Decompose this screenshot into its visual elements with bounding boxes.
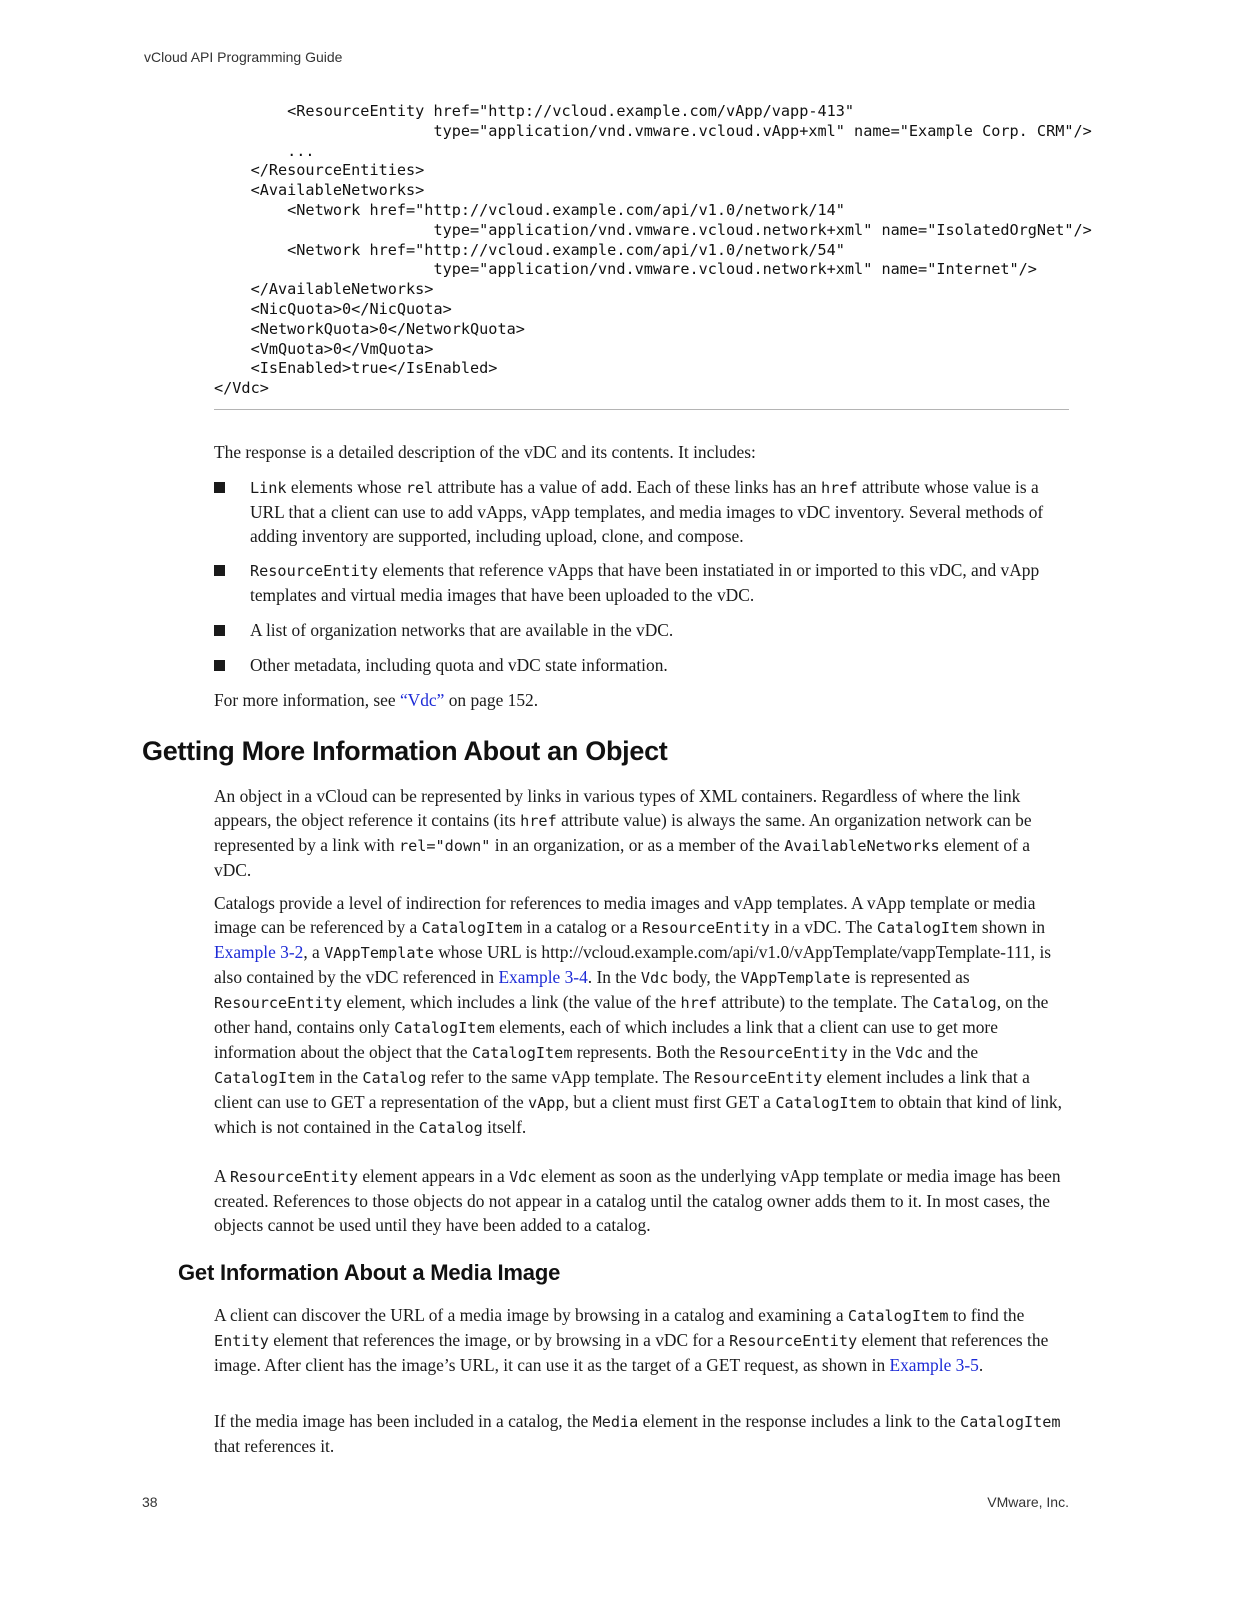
- example-3-2-link[interactable]: Example 3-2: [214, 942, 304, 962]
- bullet-square-icon: [214, 565, 225, 576]
- bullet-square-icon: [214, 660, 225, 671]
- list-item: [214, 653, 1070, 677]
- list-item-text: ResourceEntity elements that reference vApps that have been instatiated in or imported to this vDC, and vApp templates and virtual media images that have been uploaded to the vDC.: [250, 560, 1040, 605]
- code-line: <ResourceEntity href="http://vcloud.example.com/vApp/vapp-413": [214, 102, 855, 120]
- code-line: <Network href="http://vcloud.example.com/api/v1.0/network/54": [214, 240, 845, 259]
- section-heading: Getting More Information About an Object: [142, 736, 668, 766]
- code-line: <Network href="http://vcloud.example.com/api/v1.0/network/14": [214, 200, 845, 219]
- example-3-4-link[interactable]: Example 3-4: [498, 967, 588, 987]
- code-line: ...: [214, 141, 315, 160]
- subsection-heading: Get Information About a Media Image: [178, 1260, 561, 1285]
- object-representation-paragraph: An object in a vCloud can be represented by links in various types of XML containers. Regardless of where the link appears, the object reference it contains (its href attribute value) is always the same. An organization network can be represented by a link with rel="down" in an organization, or as a member of the AvailableNetworks element of a vDC.: [214, 786, 1032, 880]
- xml-code-block: [214, 102, 1092, 399]
- media-element-paragraph: If the media image has been included in a catalog, the Media element in the response includes a link to the CatalogItem that references it.: [214, 1411, 1061, 1456]
- code-line: type="application/vnd.vmware.vcloud.network+xml" name="Internet"/>: [214, 260, 1037, 279]
- vdc-reference-link[interactable]: “Vdc”: [399, 690, 445, 710]
- example-3-5-link[interactable]: Example 3-5: [889, 1355, 979, 1375]
- resource-entity-paragraph: A ResourceEntity element appears in a Vdc element as soon as the underlying vApp template or media image has been created. References to those objects do not appear in a catalog until the catalog owner adds them to it. In most cases, the objects cannot be used until they have been added to a catalog.: [214, 1166, 1061, 1235]
- bullet-square-icon: [214, 625, 225, 636]
- code-line: type="application/vnd.vmware.vcloud.network+xml" name="IsolatedOrgNet"/>: [214, 220, 1092, 239]
- bullet-square-icon: [214, 482, 225, 493]
- catalog-indirection-paragraph: Catalogs provide a level of indirection for references to media images and vApp templates. A vApp template or media image can be referenced by a CatalogItem in a catalog or a ResourceEntity in a vDC. The CatalogItem shown in Example 3-2, a VAppTemplate whose URL is http://vcloud.example.com/api/v1.0/vAppTemplate/vappTemplate-111, is also contained by the vDC referenced in Example 3-4. In the Vdc body, the VAppTemplate is represented as ResourceEntity element, which includes a link (the value of the href attribute) to the template. The Catalog, on the other hand, contains only CatalogItem elements, each of which includes a link that a client can use to get more information about the object that the CatalogItem represents. Both the ResourceEntity in the Vdc and the CatalogItem in the Catalog refer to the same vApp template. The ResourceEntity element includes a link that a client can use to GET a representation of the vApp, but a client must first GET a CatalogItem to obtain that kind of link, which is not contained in the Catalog itself.: [214, 893, 1062, 1137]
- code-block-divider: [214, 409, 1069, 410]
- code-line: </Vdc>: [214, 379, 269, 398]
- response-intro-paragraph: The response is a detailed description of the vDC and its contents. It includes:: [214, 442, 756, 462]
- list-item: [214, 618, 1070, 642]
- list-item-text: A list of organization networks that are available in the vDC.: [250, 620, 674, 640]
- code-line: type="application/vnd.vmware.vcloud.vApp+xml" name="Example Corp. CRM"/>: [214, 121, 1092, 140]
- page-number: 38: [142, 1494, 158, 1510]
- footer-company: VMware, Inc.: [987, 1494, 1069, 1510]
- more-info-paragraph: For more information, see “Vdc” on page 152.: [214, 690, 539, 710]
- list-item-text: Other metadata, including quota and vDC state information.: [250, 655, 668, 675]
- running-header: vCloud API Programming Guide: [144, 49, 343, 65]
- list-item: [214, 558, 1070, 607]
- code-line: </ResourceEntities>: [214, 161, 425, 180]
- code-line: </AvailableNetworks>: [214, 280, 434, 299]
- list-item-text: Link elements whose rel attribute has a value of add. Each of these links has an href attribute whose value is a URL that a client can use to add vApps, vApp templates, and media images to vDC inventory. Several methods of adding inventory are supported, including upload, clone, and compose.: [250, 477, 1044, 546]
- list-item: [214, 475, 1070, 548]
- code-line: <AvailableNetworks>: [214, 181, 425, 200]
- code-line: <NetworkQuota>0</NetworkQuota>: [214, 319, 525, 338]
- code-line: <VmQuota>0</VmQuota>: [214, 339, 434, 358]
- code-line: <NicQuota>0</NicQuota>: [214, 299, 452, 318]
- media-image-url-paragraph: A client can discover the URL of a media image by browsing in a catalog and examining a CatalogItem to find the Entity element that references the image, or by browsing in a vDC for a ResourceEntity element that references the image. After client has the image’s URL, it can use it as the target of a GET request, as shown in Example 3-5.: [214, 1305, 1049, 1375]
- code-line: <IsEnabled>true</IsEnabled>: [214, 359, 498, 378]
